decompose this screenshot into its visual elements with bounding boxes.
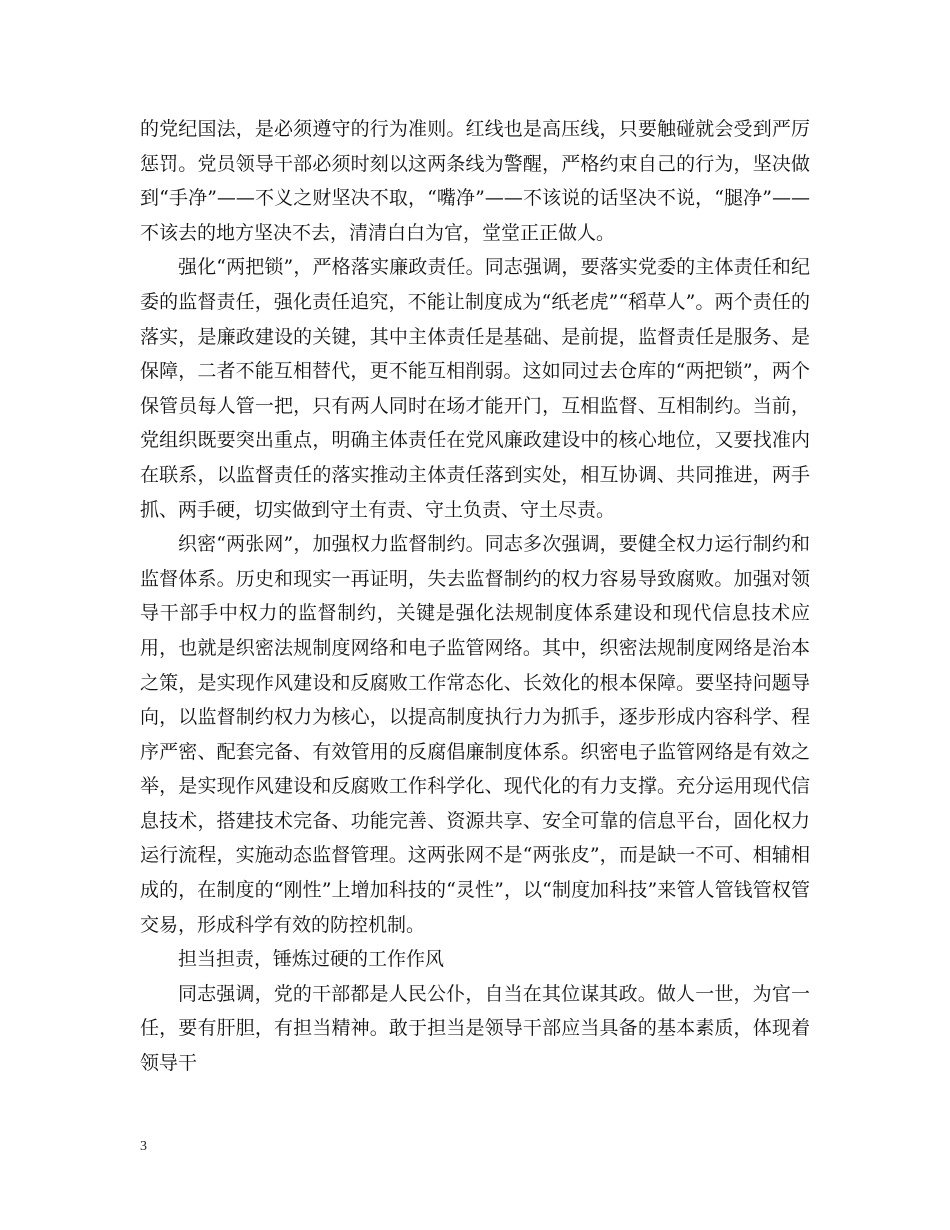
- section-heading: 担当担责，锤炼过硬的工作作风: [178, 948, 445, 971]
- paragraph-two-nets: 织密“两张网”，加强权力监督制约。同志多次强调，要健全权力运行制约和监督体系。历史和现实一再证明，失去监督制约的权力容易导致腐败。加强对领导干部手中权力的监督制约，关键是强化法规制度体系建设和现代信息技术应用，也就是织密法规制度网络和电子监管网络。其中，织密法规制度网络是治本之策，是实现作风建设和反腐败工作常态化、长效化的根本保障。要坚持问题导向，以监督制约权力为核心，以提高制度执行力为抓手，逐步形成内容科学、程序严密、配套完备、有效管用的反腐倡廉制度体系。织密电子监管网络是有效之举，是实现作风建设和反腐败工作科学化、现代化的有力支撑。充分运用现代信息技术，搭建技术完备、功能完善、资源共享、安全可靠的信息平台，固化权力运行流程，实施动态监督管理。这两张网不是“两张皮”，而是缺一不可、相辅相成的，在制度的“刚性”上增加科技的“灵性”，以“制度加科技”来管人管钱管权管交易，形成科学有效的防控机制。: [140, 533, 810, 936]
- body-text: [140, 112, 810, 1081]
- page-number: 3: [140, 1139, 147, 1154]
- paragraph-two-locks: 强化“两把锁”，严格落实廉政责任。同志强调，要落实党委的主体责任和纪委的监督责任，强化责任追究，不能让制度成为“纸老虎”“稻草人”。两个责任的落实，是廉政建设的关键，其中主体责任是基础、是前提，监督责任是服务、是保障，二者不能互相替代，更不能互相削弱。这如同过去仓库的“两把锁”，两个保管员每人管一把，只有两人同时在场才能开门，互相监督、互相制约。当前，党组织既要突出重点，明确主体责任在党风廉政建设中的核心地位，又要找准内在联系，以监督责任的落实推动主体责任落到实处，相互协调、共同推进，两手抓、两手硬，切实做到守土有责、守土负责、守土尽责。: [140, 256, 810, 521]
- paragraph-continuation: 的党纪国法，是必须遵守的行为准则。红线也是高压线，只要触碰就会受到严厉惩罚。党员领导干部必须时刻以这两条线为警醒，严格约束自己的行为，坚决做到“手净”——不义之财坚决不取，“嘴净”——不该说的话坚决不说，“腿净”——不该去的地方坚决不去，清清白白为官，堂堂正正做人。: [140, 118, 810, 244]
- paragraph-responsibility: 同志强调，党的干部都是人民公仆，自当在其位谋其政。做人一世，为官一任，要有肝胆，有担当精神。敢于担当是领导干部应当具备的基本素质，体现着领导干: [140, 982, 810, 1075]
